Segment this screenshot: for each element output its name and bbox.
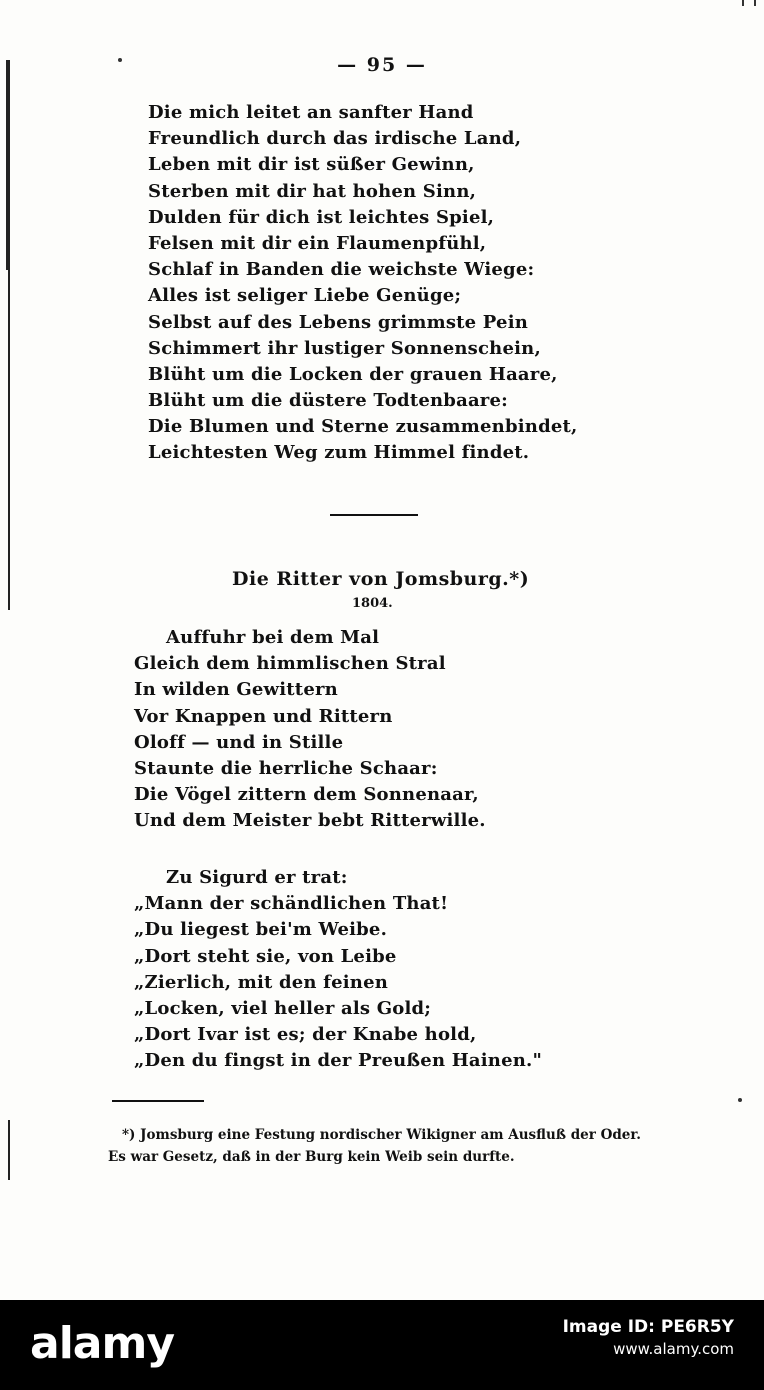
verse-line: Schimmert ihr lustiger Sonnenschein, (148, 337, 541, 359)
verse-line: „Du liegest bei'm Weibe. (134, 919, 388, 941)
footnote-line: *) Jomsburg eine Festung nordischer Wikigner am Ausfluß der Oder. (122, 1127, 641, 1143)
verse-line: Leben mit dir ist süßer Gewinn, (148, 154, 475, 176)
poem-year: 1804. (352, 596, 393, 611)
verse-line: Alles ist seliger Liebe Genüge; (148, 285, 462, 307)
footnote (108, 1124, 668, 1168)
image-id-block (563, 1316, 734, 1360)
site-url: www.alamy.com (613, 1340, 734, 1358)
verse-line: „Mann der schändlichen That! (134, 893, 449, 915)
verse-line: Die mich leitet an sanfter Hand (148, 102, 474, 123)
verse-line: „Dort Ivar ist es; der Knabe hold, (134, 1024, 477, 1046)
verse-line: Schlaf in Banden die weichste Wiege: (148, 259, 535, 281)
verse-line: Zu Sigurd er trat: (166, 867, 348, 888)
watermark-banner (0, 1300, 764, 1390)
verse-line: Und dem Meister bebt Ritterwille. (134, 810, 486, 832)
alamy-logo: alamy (30, 1318, 174, 1369)
page-edge-shadow (6, 60, 10, 270)
verse-line: Blüht um die düstere Todtenbaare: (148, 390, 508, 412)
page-edge-shadow (8, 1120, 10, 1180)
verse-line: Freundlich durch das irdische Land, (148, 128, 522, 150)
footnote-divider (112, 1100, 204, 1102)
verse-line: Gleich dem himmlischen Stral (134, 653, 446, 675)
verse-line: Leichtesten Weg zum Himmel findet. (148, 442, 530, 464)
poem-title: Die Ritter von Jomsburg.*) (232, 568, 530, 590)
verse-line: Vor Knappen und Rittern (134, 705, 393, 727)
verse-line: Felsen mit dir ein Flaumenpfühl, (148, 232, 487, 254)
verse-line: Die Vögel zittern dem Sonnenaar, (134, 784, 479, 806)
page-number: — 95 — (337, 54, 427, 76)
poem-continuation (148, 100, 578, 467)
verse-line: „Locken, viel heller als Gold; (134, 997, 432, 1019)
corner-mark (742, 0, 756, 6)
stanza-1 (134, 625, 486, 835)
verse-line: „Zierlich, mit den feinen (134, 971, 389, 993)
verse-line: In wilden Gewittern (134, 679, 338, 701)
section-divider (330, 514, 418, 516)
verse-line: „Dort steht sie, von Leibe (134, 945, 397, 967)
verse-line: „Den du fingst in der Preußen Hainen." (134, 1050, 543, 1072)
image-id: Image ID: PE6R5Y (562, 1317, 734, 1337)
verse-line: Staunte die herrliche Schaar: (134, 757, 438, 779)
verse-line: Auffuhr bei dem Mal (166, 627, 380, 648)
verse-line: Dulden für dich ist leichtes Spiel, (148, 206, 495, 228)
verse-line: Die Blumen und Sterne zusammenbindet, (148, 416, 578, 438)
footnote-line: Es war Gesetz, daß in der Burg kein Weib sein durfte. (108, 1149, 515, 1165)
verse-line: Selbst auf des Lebens grimmste Pein (148, 311, 529, 333)
verse-line: Blüht um die Locken der grauen Haare, (148, 363, 558, 385)
verse-line: Oloff — und in Stille (134, 731, 344, 753)
page-edge-shadow (8, 270, 10, 610)
stanza-2 (134, 865, 542, 1075)
ink-speck (738, 1098, 742, 1102)
verse-line: Sterben mit dir hat hohen Sinn, (148, 180, 477, 202)
